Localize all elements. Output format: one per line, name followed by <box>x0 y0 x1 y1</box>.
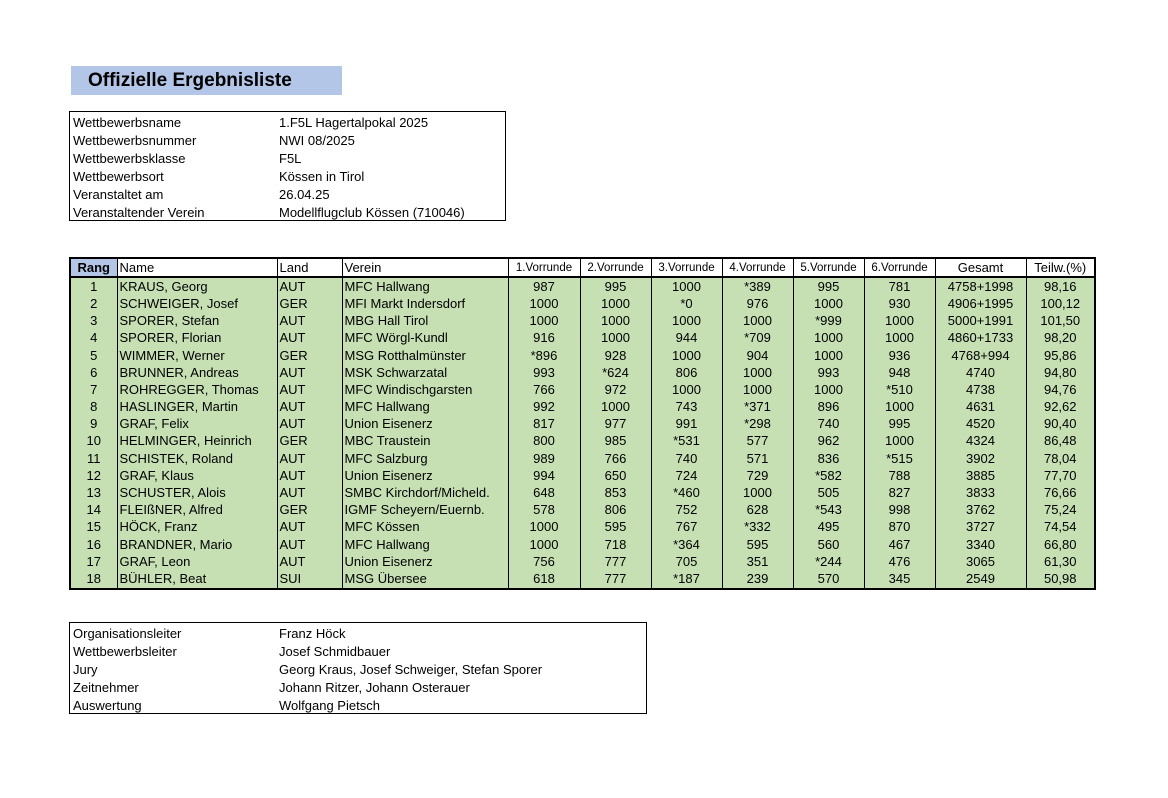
cell-round-5: *999 <box>793 313 864 330</box>
cell-round-2: 1000 <box>580 295 651 312</box>
cell-round-1: 1000 <box>508 295 580 312</box>
header-round-4: 4.Vorrunde <box>722 258 793 277</box>
cell-teilwertung: 61,30 <box>1026 553 1095 570</box>
results-table <box>69 257 1096 590</box>
cell-land: AUT <box>277 381 342 398</box>
cell-teilwertung: 92,62 <box>1026 399 1095 416</box>
cell-round-5: 1000 <box>793 347 864 364</box>
cell-round-4: *298 <box>722 416 793 433</box>
cell-round-6: 781 <box>864 277 935 295</box>
cell-round-5: 993 <box>793 364 864 381</box>
cell-round-5: 740 <box>793 416 864 433</box>
cell-verein: MFI Markt Indersdorf <box>342 295 508 312</box>
cell-round-3: *364 <box>651 536 722 553</box>
cell-round-5: 495 <box>793 519 864 536</box>
cell-round-6: 345 <box>864 570 935 588</box>
cell-round-5: 1000 <box>793 381 864 398</box>
official-label: Wettbewerbsleiter <box>73 643 177 659</box>
info-value: 26.04.25 <box>279 186 330 202</box>
cell-gesamt: 4758+1998 <box>935 277 1026 295</box>
cell-round-1: 766 <box>508 381 580 398</box>
cell-rang: 10 <box>70 433 117 450</box>
cell-name: SCHWEIGER, Josef <box>117 295 277 312</box>
cell-round-3: *460 <box>651 484 722 501</box>
cell-land: AUT <box>277 467 342 484</box>
cell-verein: MSK Schwarzatal <box>342 364 508 381</box>
info-row <box>70 150 505 168</box>
table-row <box>70 399 1095 416</box>
cell-rang: 12 <box>70 467 117 484</box>
cell-round-5: *582 <box>793 467 864 484</box>
cell-round-2: *624 <box>580 364 651 381</box>
table-row <box>70 570 1095 588</box>
cell-land: AUT <box>277 553 342 570</box>
cell-name: SCHUSTER, Alois <box>117 484 277 501</box>
competition-info-box <box>69 111 506 221</box>
official-row <box>70 679 646 697</box>
cell-round-4: *332 <box>722 519 793 536</box>
cell-round-1: 817 <box>508 416 580 433</box>
cell-verein: MFC Kössen <box>342 519 508 536</box>
cell-verein: MFC Wörgl-Kundl <box>342 330 508 347</box>
cell-round-5: 1000 <box>793 295 864 312</box>
cell-round-6: 936 <box>864 347 935 364</box>
cell-round-4: 1000 <box>722 364 793 381</box>
cell-verein: IGMF Scheyern/Euernb. <box>342 502 508 519</box>
official-value: Johann Ritzer, Johann Osterauer <box>279 679 470 695</box>
cell-rang: 17 <box>70 553 117 570</box>
cell-land: AUT <box>277 277 342 295</box>
cell-rang: 15 <box>70 519 117 536</box>
cell-round-1: 800 <box>508 433 580 450</box>
cell-teilwertung: 98,20 <box>1026 330 1095 347</box>
cell-gesamt: 3762 <box>935 502 1026 519</box>
cell-land: AUT <box>277 330 342 347</box>
cell-round-1: 1000 <box>508 536 580 553</box>
cell-name: WIMMER, Werner <box>117 347 277 364</box>
cell-round-6: 476 <box>864 553 935 570</box>
cell-land: GER <box>277 295 342 312</box>
header-rang: Rang <box>70 258 117 277</box>
cell-name: FLEIßNER, Alfred <box>117 502 277 519</box>
cell-round-4: *371 <box>722 399 793 416</box>
cell-round-2: 650 <box>580 467 651 484</box>
cell-round-2: 928 <box>580 347 651 364</box>
cell-round-1: 618 <box>508 570 580 588</box>
cell-rang: 16 <box>70 536 117 553</box>
cell-round-2: 985 <box>580 433 651 450</box>
table-row <box>70 519 1095 536</box>
cell-round-4: 1000 <box>722 484 793 501</box>
info-value: NWI 08/2025 <box>279 132 355 148</box>
official-row <box>70 643 646 661</box>
cell-name: SCHISTEK, Roland <box>117 450 277 467</box>
cell-verein: MSG Übersee <box>342 570 508 588</box>
info-value: F5L <box>279 150 302 166</box>
cell-round-1: 648 <box>508 484 580 501</box>
cell-round-3: 1000 <box>651 381 722 398</box>
cell-round-2: 853 <box>580 484 651 501</box>
cell-round-1: 989 <box>508 450 580 467</box>
cell-round-6: 788 <box>864 467 935 484</box>
cell-teilwertung: 86,48 <box>1026 433 1095 450</box>
cell-teilwertung: 50,98 <box>1026 570 1095 588</box>
page-title: Offizielle Ergebnisliste <box>71 66 342 95</box>
cell-teilwertung: 100,12 <box>1026 295 1095 312</box>
cell-round-1: *896 <box>508 347 580 364</box>
cell-name: SPORER, Florian <box>117 330 277 347</box>
cell-gesamt: 4738 <box>935 381 1026 398</box>
info-row <box>70 186 505 204</box>
cell-gesamt: 4906+1995 <box>935 295 1026 312</box>
cell-name: KRAUS, Georg <box>117 277 277 295</box>
cell-teilwertung: 75,24 <box>1026 502 1095 519</box>
cell-gesamt: 4860+1733 <box>935 330 1026 347</box>
header-teilwertung: Teilw.(%) <box>1026 258 1095 277</box>
cell-rang: 7 <box>70 381 117 398</box>
cell-round-4: 595 <box>722 536 793 553</box>
info-label: Wettbewerbsort <box>73 168 164 184</box>
table-row <box>70 364 1095 381</box>
cell-verein: MFC Hallwang <box>342 536 508 553</box>
cell-round-2: 1000 <box>580 313 651 330</box>
cell-round-3: 1000 <box>651 277 722 295</box>
cell-round-4: 351 <box>722 553 793 570</box>
cell-round-4: 1000 <box>722 313 793 330</box>
cell-round-3: *531 <box>651 433 722 450</box>
results-body <box>70 277 1095 588</box>
cell-verein: Union Eisenerz <box>342 467 508 484</box>
header-round-3: 3.Vorrunde <box>651 258 722 277</box>
cell-round-6: 1000 <box>864 433 935 450</box>
cell-round-2: 595 <box>580 519 651 536</box>
info-row <box>70 132 505 150</box>
header-name: Name <box>117 258 277 277</box>
cell-round-2: 777 <box>580 553 651 570</box>
cell-round-3: 740 <box>651 450 722 467</box>
cell-teilwertung: 66,80 <box>1026 536 1095 553</box>
cell-round-3: 944 <box>651 330 722 347</box>
cell-verein: MBG Hall Tirol <box>342 313 508 330</box>
cell-round-1: 992 <box>508 399 580 416</box>
table-row <box>70 502 1095 519</box>
cell-gesamt: 3065 <box>935 553 1026 570</box>
cell-teilwertung: 90,40 <box>1026 416 1095 433</box>
cell-round-2: 777 <box>580 570 651 588</box>
header-gesamt: Gesamt <box>935 258 1026 277</box>
table-row <box>70 347 1095 364</box>
cell-round-2: 977 <box>580 416 651 433</box>
cell-round-1: 1000 <box>508 519 580 536</box>
cell-teilwertung: 76,66 <box>1026 484 1095 501</box>
cell-name: GRAF, Leon <box>117 553 277 570</box>
cell-teilwertung: 77,70 <box>1026 467 1095 484</box>
official-label: Jury <box>73 661 98 677</box>
cell-round-6: 930 <box>864 295 935 312</box>
cell-rang: 8 <box>70 399 117 416</box>
info-row <box>70 168 505 186</box>
cell-name: SPORER, Stefan <box>117 313 277 330</box>
cell-round-1: 994 <box>508 467 580 484</box>
cell-land: AUT <box>277 399 342 416</box>
cell-round-2: 1000 <box>580 330 651 347</box>
info-value: 1.F5L Hagertalpokal 2025 <box>279 114 429 130</box>
cell-name: GRAF, Klaus <box>117 467 277 484</box>
cell-gesamt: 3902 <box>935 450 1026 467</box>
header-round-5: 5.Vorrunde <box>793 258 864 277</box>
cell-name: ROHREGGER, Thomas <box>117 381 277 398</box>
cell-gesamt: 4740 <box>935 364 1026 381</box>
cell-rang: 3 <box>70 313 117 330</box>
cell-rang: 18 <box>70 570 117 588</box>
cell-round-5: 560 <box>793 536 864 553</box>
cell-land: GER <box>277 347 342 364</box>
cell-name: BÜHLER, Beat <box>117 570 277 588</box>
cell-round-5: *543 <box>793 502 864 519</box>
cell-round-3: 1000 <box>651 313 722 330</box>
cell-round-4: 904 <box>722 347 793 364</box>
cell-name: BRUNNER, Andreas <box>117 364 277 381</box>
cell-round-6: 827 <box>864 484 935 501</box>
cell-verein: MBC Traustein <box>342 433 508 450</box>
header-land: Land <box>277 258 342 277</box>
officials-info-box <box>69 622 647 714</box>
cell-land: AUT <box>277 484 342 501</box>
cell-round-4: 577 <box>722 433 793 450</box>
cell-round-3: 767 <box>651 519 722 536</box>
cell-round-4: 976 <box>722 295 793 312</box>
official-row <box>70 661 646 679</box>
cell-teilwertung: 95,86 <box>1026 347 1095 364</box>
cell-teilwertung: 78,04 <box>1026 450 1095 467</box>
cell-round-2: 1000 <box>580 399 651 416</box>
cell-verein: MFC Windischgarsten <box>342 381 508 398</box>
header-round-1: 1.Vorrunde <box>508 258 580 277</box>
cell-round-6: 1000 <box>864 330 935 347</box>
cell-round-5: 505 <box>793 484 864 501</box>
info-label: Wettbewerbsnummer <box>73 132 197 148</box>
cell-land: AUT <box>277 364 342 381</box>
official-value: Franz Höck <box>279 625 346 641</box>
cell-round-1: 916 <box>508 330 580 347</box>
cell-round-3: 705 <box>651 553 722 570</box>
info-label: Wettbewerbsklasse <box>73 150 186 166</box>
table-row <box>70 313 1095 330</box>
cell-teilwertung: 98,16 <box>1026 277 1095 295</box>
cell-round-5: *244 <box>793 553 864 570</box>
cell-rang: 11 <box>70 450 117 467</box>
table-row <box>70 381 1095 398</box>
info-label: Veranstaltet am <box>73 186 164 202</box>
cell-round-5: 1000 <box>793 330 864 347</box>
results-header-row <box>70 258 1095 277</box>
cell-name: HELMINGER, Heinrich <box>117 433 277 450</box>
cell-round-4: *389 <box>722 277 793 295</box>
cell-verein: MFC Salzburg <box>342 450 508 467</box>
cell-rang: 2 <box>70 295 117 312</box>
cell-gesamt: 3340 <box>935 536 1026 553</box>
cell-round-3: 743 <box>651 399 722 416</box>
cell-round-3: *0 <box>651 295 722 312</box>
cell-gesamt: 3833 <box>935 484 1026 501</box>
cell-land: SUI <box>277 570 342 588</box>
info-label: Wettbewerbsname <box>73 114 182 130</box>
cell-round-5: 570 <box>793 570 864 588</box>
official-row <box>70 625 646 643</box>
cell-verein: MFC Hallwang <box>342 399 508 416</box>
cell-name: BRANDNER, Mario <box>117 536 277 553</box>
cell-rang: 9 <box>70 416 117 433</box>
header-round-2: 2.Vorrunde <box>580 258 651 277</box>
cell-round-4: 729 <box>722 467 793 484</box>
table-row <box>70 416 1095 433</box>
cell-round-4: 571 <box>722 450 793 467</box>
official-value: Wolfgang Pietsch <box>279 697 380 713</box>
table-row <box>70 295 1095 312</box>
cell-round-3: 1000 <box>651 347 722 364</box>
cell-round-5: 995 <box>793 277 864 295</box>
cell-gesamt: 3727 <box>935 519 1026 536</box>
cell-verein: SMBC Kirchdorf/Micheld. <box>342 484 508 501</box>
official-label: Zeitnehmer <box>73 679 139 695</box>
table-row <box>70 450 1095 467</box>
cell-teilwertung: 74,54 <box>1026 519 1095 536</box>
cell-gesamt: 4768+994 <box>935 347 1026 364</box>
info-value: Kössen in Tirol <box>279 168 365 184</box>
table-row <box>70 330 1095 347</box>
cell-round-6: 870 <box>864 519 935 536</box>
info-row <box>70 204 505 222</box>
cell-gesamt: 4631 <box>935 399 1026 416</box>
cell-round-5: 962 <box>793 433 864 450</box>
cell-round-6: *510 <box>864 381 935 398</box>
cell-round-2: 806 <box>580 502 651 519</box>
cell-round-3: 991 <box>651 416 722 433</box>
cell-verein: MFC Hallwang <box>342 277 508 295</box>
info-row <box>70 114 505 132</box>
cell-round-2: 718 <box>580 536 651 553</box>
cell-rang: 6 <box>70 364 117 381</box>
cell-round-2: 972 <box>580 381 651 398</box>
cell-name: HASLINGER, Martin <box>117 399 277 416</box>
cell-land: AUT <box>277 416 342 433</box>
official-label: Organisationsleiter <box>73 625 182 641</box>
official-value: Georg Kraus, Josef Schweiger, Stefan Sporer <box>279 661 543 677</box>
cell-round-1: 756 <box>508 553 580 570</box>
cell-teilwertung: 101,50 <box>1026 313 1095 330</box>
cell-round-4: 628 <box>722 502 793 519</box>
official-label: Auswertung <box>73 697 142 713</box>
cell-round-3: 806 <box>651 364 722 381</box>
cell-round-4: 239 <box>722 570 793 588</box>
table-row <box>70 277 1095 295</box>
cell-round-6: 1000 <box>864 399 935 416</box>
official-row <box>70 697 646 715</box>
cell-gesamt: 4520 <box>935 416 1026 433</box>
table-row <box>70 467 1095 484</box>
cell-round-6: 998 <box>864 502 935 519</box>
header-round-6: 6.Vorrunde <box>864 258 935 277</box>
cell-rang: 13 <box>70 484 117 501</box>
cell-round-1: 578 <box>508 502 580 519</box>
cell-land: GER <box>277 502 342 519</box>
cell-round-6: 1000 <box>864 313 935 330</box>
cell-round-3: 752 <box>651 502 722 519</box>
cell-verein: Union Eisenerz <box>342 553 508 570</box>
cell-round-5: 836 <box>793 450 864 467</box>
cell-verein: Union Eisenerz <box>342 416 508 433</box>
cell-rang: 1 <box>70 277 117 295</box>
cell-round-4: *709 <box>722 330 793 347</box>
table-row <box>70 553 1095 570</box>
cell-gesamt: 5000+1991 <box>935 313 1026 330</box>
cell-round-6: 995 <box>864 416 935 433</box>
cell-round-1: 987 <box>508 277 580 295</box>
cell-land: AUT <box>277 450 342 467</box>
info-label: Veranstaltender Verein <box>73 204 205 220</box>
cell-round-1: 1000 <box>508 313 580 330</box>
cell-round-6: 467 <box>864 536 935 553</box>
cell-round-4: 1000 <box>722 381 793 398</box>
cell-name: HÖCK, Franz <box>117 519 277 536</box>
table-row <box>70 536 1095 553</box>
cell-rang: 4 <box>70 330 117 347</box>
cell-verein: MSG Rotthalmünster <box>342 347 508 364</box>
cell-rang: 14 <box>70 502 117 519</box>
cell-land: AUT <box>277 313 342 330</box>
cell-round-3: 724 <box>651 467 722 484</box>
cell-round-2: 766 <box>580 450 651 467</box>
official-value: Josef Schmidbauer <box>279 643 391 659</box>
cell-round-6: *515 <box>864 450 935 467</box>
cell-teilwertung: 94,80 <box>1026 364 1095 381</box>
cell-land: GER <box>277 433 342 450</box>
cell-round-2: 995 <box>580 277 651 295</box>
table-row <box>70 433 1095 450</box>
cell-gesamt: 2549 <box>935 570 1026 588</box>
cell-round-6: 948 <box>864 364 935 381</box>
cell-gesamt: 4324 <box>935 433 1026 450</box>
header-verein: Verein <box>342 258 508 277</box>
cell-rang: 5 <box>70 347 117 364</box>
cell-round-5: 896 <box>793 399 864 416</box>
cell-teilwertung: 94,76 <box>1026 381 1095 398</box>
table-row <box>70 484 1095 501</box>
cell-land: AUT <box>277 519 342 536</box>
cell-round-3: *187 <box>651 570 722 588</box>
cell-land: AUT <box>277 536 342 553</box>
cell-gesamt: 3885 <box>935 467 1026 484</box>
info-value: Modellflugclub Kössen (710046) <box>279 204 465 220</box>
cell-round-1: 993 <box>508 364 580 381</box>
cell-name: GRAF, Felix <box>117 416 277 433</box>
